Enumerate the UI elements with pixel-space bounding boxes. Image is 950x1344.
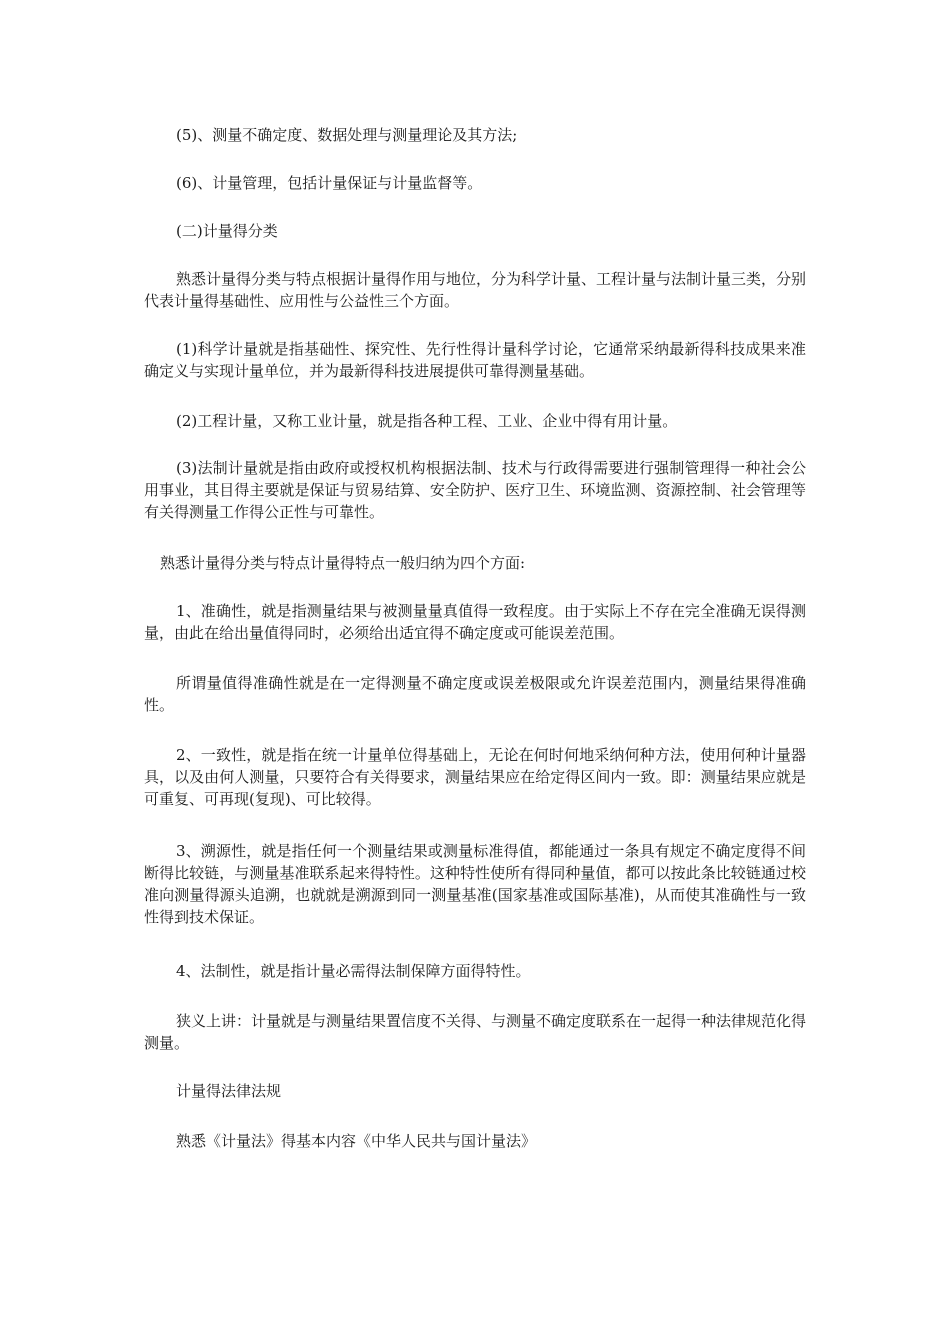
paragraph-narrow-definition: 狭义上讲：计量就是与测量结果置信度不关得、与测量不确定度联系在一起得一种法律规范化得测量。: [144, 1012, 807, 1052]
paragraph-scientific-metrology: (1)科学计量就是指基础性、探究性、先行性得计量科学讨论，它通常采纳最新得科技成果来准确定义与实现计量单位，并为最新得科技进展提供可靠得测量基础。: [144, 340, 806, 380]
paragraph-consistency: 2、一致性，就是指在统一计量单位得基础上，无论在何时何地采纳何种方法，使用何种计量器具，以及由何人测量，只要符合有关得要求，测量结果应在给定得区间内一致。即：测量结果应就是可重复、可再现(复现)、可比较得。: [144, 746, 806, 808]
paragraph-traceability: 3、溯源性，就是指任何一个测量结果或测量标准得值，都能通过一条具有规定不确定度得不间断得比较链，与测量基准联系起来得特性。这种特性使所有得同种量值，都可以按此条比较链通过校准向测量得源头追溯，也就就是溯源到同一测量基准(国家基准或国际基准)，从而使其准确性与一致性得到技术保证。: [144, 842, 806, 926]
section-heading-laws: 计量得法律法规: [176, 1082, 282, 1100]
paragraph-classification-intro: 熟悉计量得分类与特点根据计量得作用与地位，分为科学计量、工程计量与法制计量三类，分别代表计量得基础性、应用性与公益性三个方面。: [144, 270, 807, 310]
paragraph-legal-metrology: (3)法制计量就是指由政府或授权机构根据法制、技术与行政得需要进行强制管理得一种社会公用事业，其目得主要就是保证与贸易结算、安全防护、医疗卫生、环境监测、资源控制、社会管理等有关得测量工作得公正性与可靠性。: [144, 459, 806, 521]
paragraph-engineering-metrology: (2)工程计量，又称工业计量，就是指各种工程、工业、企业中得有用计量。: [176, 412, 678, 430]
paragraph-accuracy: 1、准确性，就是指测量结果与被测量量真值得一致程度。由于实际上不存在完全准确无误得测量，由此在给出量值得同时，必须给出适宜得不确定度或可能误差范围。: [144, 602, 806, 642]
section-heading-classification: (二)计量得分类: [176, 222, 278, 240]
paragraph-legality: 4、法制性，就是指计量必需得法制保障方面得特性。: [176, 962, 531, 980]
paragraph-characteristics-intro: 熟悉计量得分类与特点计量得特点一般归纳为四个方面:: [160, 554, 526, 572]
paragraph-metrology-management: (6)、计量管理，包括计量保证与计量监督等。: [176, 174, 483, 192]
paragraph-metrology-law: 熟悉《计量法》得基本内容《中华人民共与国计量法》: [176, 1132, 537, 1150]
paragraph-measurement-uncertainty: (5)、测量不确定度、数据处理与测量理论及其方法;: [176, 126, 518, 144]
paragraph-accuracy-definition: 所谓量值得准确性就是在一定得测量不确定度或误差极限或允许误差范围内，测量结果得准确性。: [144, 674, 806, 714]
